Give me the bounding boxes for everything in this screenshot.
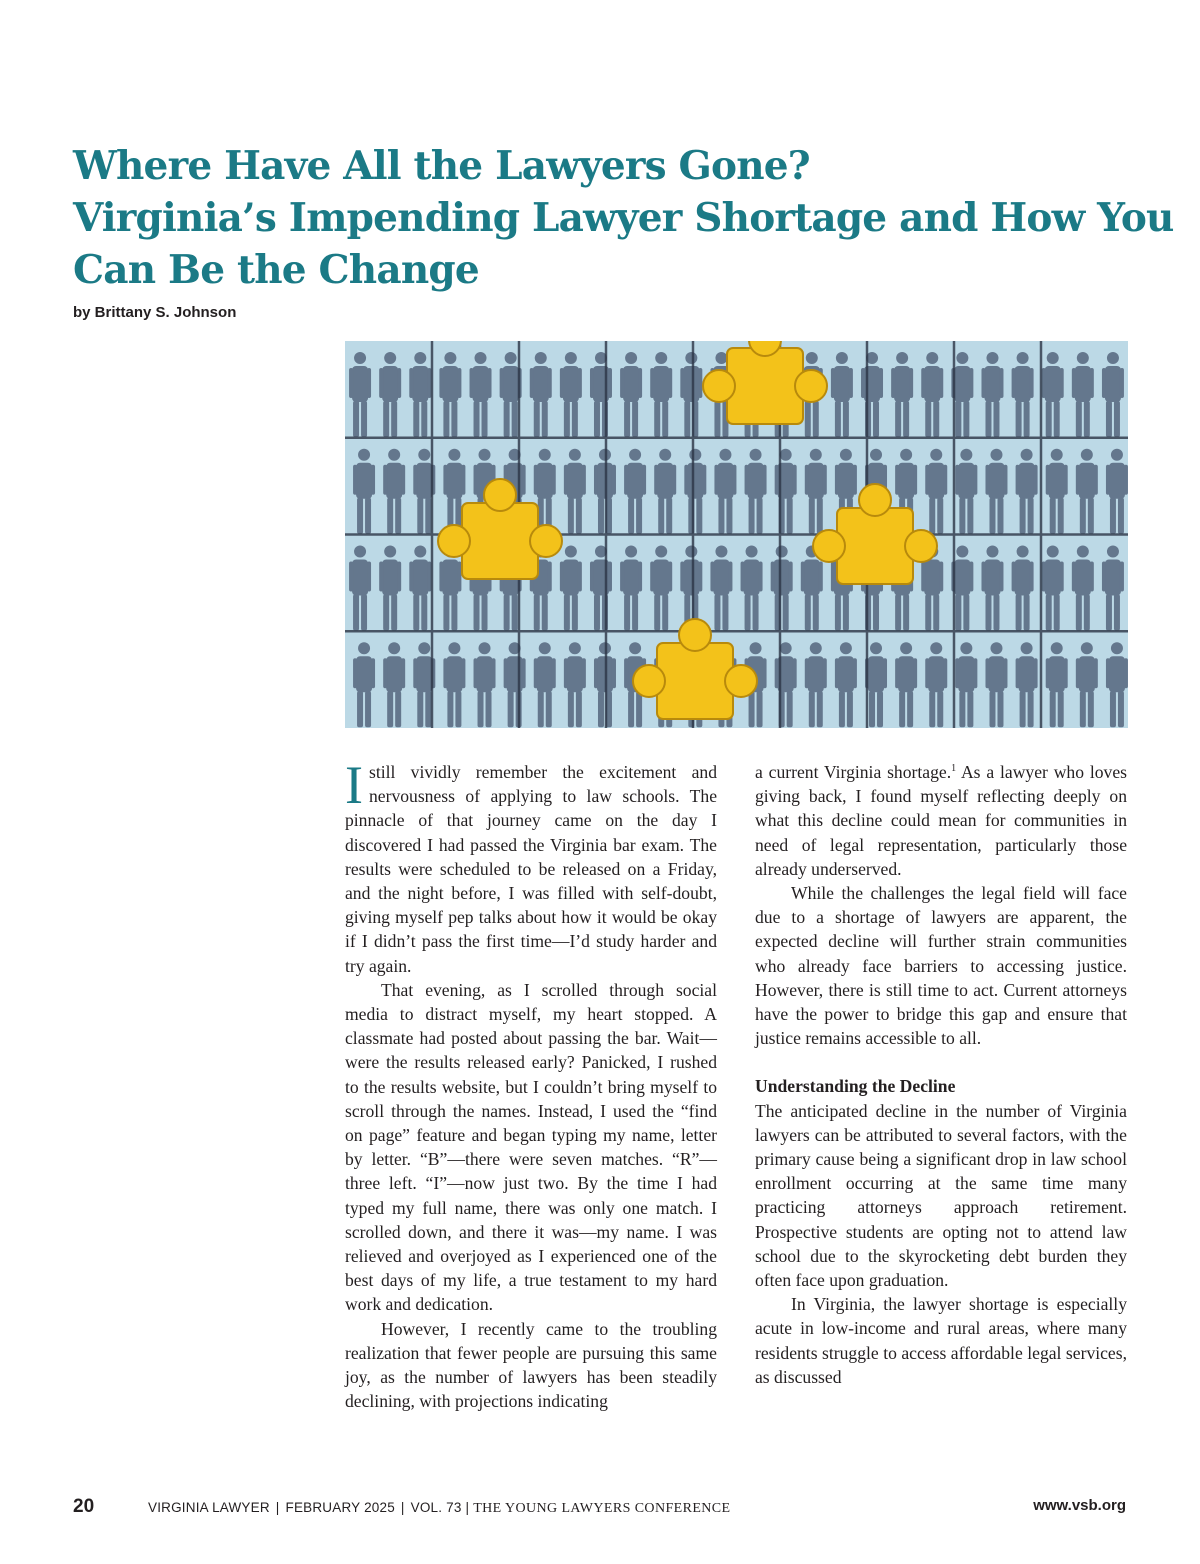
section-name: THE YOUNG LAWYERS CONFERENCE — [473, 1501, 731, 1516]
paragraph-text: still vividly remember the excitement and nervousness of applying to law schools. The pinnacle of that journey came on the day I discovered I had passed the Virginia bar exam. The results were scheduled to be released on a Friday, and the night before, I was filled with self-doubt, giving myself pep talks about how it would be okay if I didn’t pass the first time—I’d study harder and try again. — [345, 762, 717, 976]
drop-cap: I — [345, 755, 363, 815]
separator: | — [275, 1500, 280, 1515]
volume: VOL. 73 — [410, 1500, 462, 1515]
paragraph-text: a current Virginia shortage. — [755, 762, 952, 782]
page-footer — [0, 1496, 1200, 1526]
website-link[interactable]: www.vsb.org — [1033, 1497, 1126, 1514]
paragraph-text: As a lawyer who loves giving back, I found myself reflecting deeply on what this decline could mean for communities in need of legal representation, particularly those already underserved. — [755, 762, 1127, 879]
issue-date: FEBRUARY 2025 — [285, 1500, 395, 1515]
footnote-marker[interactable]: 1 — [951, 763, 957, 774]
paragraph: While the challenges the legal field will face due to a shortage of lawyers are apparent, the expected decline will further strain communities who already face barriers to accessing justice. However, there is still time to act. Current attorneys have the power to bridge this gap and ensure that justice remains accessible to all. — [755, 883, 1127, 1049]
paragraph: However, I recently came to the troubling realization that fewer people are pursuing this same joy, as the number of lawyers has been steadily declining, with projections indicating — [345, 1318, 717, 1412]
running-footer — [148, 1500, 730, 1517]
magazine-name: VIRGINIA LAWYER — [148, 1500, 270, 1515]
body-column-1 — [345, 755, 717, 1413]
separator: | — [465, 1500, 470, 1515]
hero-image — [345, 341, 1128, 728]
separator: | — [400, 1500, 405, 1515]
section-subhead: Understanding the Decline — [755, 1076, 956, 1097]
paragraph — [345, 755, 717, 978]
body-column-2 — [755, 760, 1127, 1389]
byline: by Brittany S. Johnson — [73, 304, 237, 321]
puzzle-of-people-illustration — [345, 341, 1128, 728]
title-line-1: Where Have All the Lawyers Gone? — [73, 143, 810, 189]
title-line-2: Virginia’s Impending Lawyer Shortage and How You — [73, 195, 1174, 241]
article-title — [73, 140, 1174, 296]
paragraph: That evening, as I scrolled through social media to distract myself, my heart stopped. A classmate had posted about passing the bar. Wait—were the results released early? Panicked, I rushed to the results website, but I couldn’t bring myself to scroll through the names. Instead, I used the “find on page” feature and began typing my name, letter by letter. “B”—there were seven matches. “R”—three left. “I”—now just two. By the time I had typed my full name, there was only one match. I scrolled down, and there it was—my name. I was relieved and overjoyed as I experienced one of the best days of my life, a true testament to my hard work and dedication. — [345, 979, 717, 1315]
title-line-3: Can Be the Change — [73, 247, 479, 293]
paragraph: The anticipated decline in the number of Virginia lawyers can be attributed to several factors, with the primary cause being a significant drop in law school enrollment occurring at the same time many practicing attorneys approach retirement. Prospective students are opting not to attend law school due to the skyrocketing debt burden they often face upon graduation. — [755, 1100, 1127, 1291]
paragraph — [755, 760, 1127, 881]
paragraph: In Virginia, the lawyer shortage is especially acute in low-income and rural areas, where many residents struggle to access affordable legal services, as discussed — [755, 1294, 1127, 1387]
page-number: 20 — [73, 1496, 95, 1517]
